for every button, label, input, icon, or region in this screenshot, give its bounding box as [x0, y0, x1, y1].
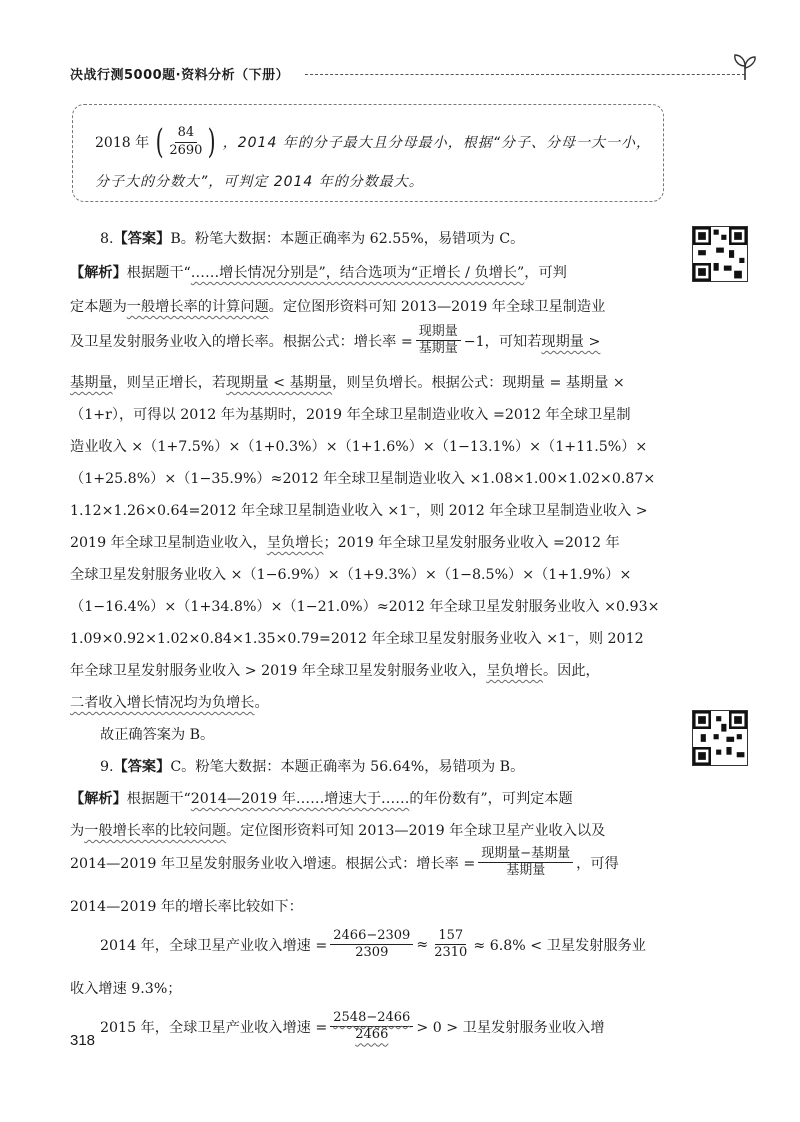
- qr-code-icon: [692, 226, 748, 282]
- q8-analysis-line: 全球卫星发射服务业收入 ×（1−6.9%）×（1+9.3%）×（1−8.5%）×（1+1.9%）×: [70, 567, 632, 583]
- note-suffix: ，2014 年的分子最大且分母最小，根据“分子、分母一大一小，: [222, 135, 652, 151]
- text-span: 根据题干“: [126, 791, 191, 807]
- page-header: [70, 60, 760, 88]
- q8-analysis-line: [70, 660, 600, 680]
- text-span: 2466−2309: [330, 928, 413, 945]
- q9-analysis-line: [70, 820, 605, 840]
- text-span: 为: [70, 823, 85, 839]
- text-span: ，可判: [524, 265, 567, 281]
- text-span: 2548−2466: [330, 1010, 413, 1027]
- q9-year-2015: [100, 1010, 605, 1044]
- text-span: 2466: [355, 1027, 389, 1043]
- text-span: > 0 > 卫星发射服务业收入增: [416, 1019, 605, 1036]
- q8-formula-line: [70, 324, 600, 358]
- book-title: 决战行测5000题·资料分析（下册）: [70, 68, 290, 83]
- text-span: 基期量: [506, 863, 546, 879]
- q8-analysis-line: [70, 372, 625, 392]
- text-span: 呈负增长: [486, 663, 543, 679]
- note-line-1: [95, 122, 652, 162]
- answer-tag: 【答案】: [113, 759, 171, 775]
- text-span: 2014 年，全球卫星产业收入增速 =: [100, 937, 328, 954]
- text-span: 。定位图形资料可知 2013—2019 年全球卫星制造业: [268, 299, 606, 315]
- text-span: 基期量: [418, 341, 458, 357]
- q9-year-2014: [100, 928, 646, 962]
- text-span: ……增长情况分别是”，结合选项为“正增长 / 负增长”: [190, 265, 525, 281]
- q8-analysis-line: （1+r），可得以 2012 年为基期时，2019 年全球卫星制造业收入 =2012 年全球卫星制: [70, 407, 631, 423]
- text-span: 二者收入增长情况均为负增长: [70, 695, 255, 711]
- text-span: ；2019 年全球卫星发射服务业收入 =2012 年: [323, 535, 620, 551]
- q9-answer-text: C。粉笔大数据：本题正确率为 56.64%，易错项为 B。: [170, 759, 525, 775]
- q8-analysis-line: 1.12×1.26×0.64=2012 年全球卫星制造业收入 ×1⁻，则 2012 年全球卫星制造业收入 >: [70, 503, 648, 519]
- text-span: 2014—2019 年卫星发射服务业收入增速。根据公式：增长率 =: [70, 855, 476, 872]
- text-span: 定本题为: [70, 299, 127, 315]
- q8-analysis-line: （1−16.4%）×（1+34.8%）×（1−21.0%）≈2012 年全球卫星发射服务业收入 ×0.93×: [70, 599, 660, 615]
- note-prefix: 2018 年: [95, 135, 150, 151]
- growth-rate-fraction: [478, 846, 573, 880]
- text-span: 现期量: [416, 324, 461, 341]
- text-span: 2015 年，全球卫星产业收入增速 =: [100, 1019, 328, 1036]
- q8-answer-text: B。粉笔大数据：本题正确率为 62.55%，易错项为 C。: [170, 231, 525, 247]
- text-span: −1，可知若: [463, 333, 542, 350]
- q9-answer: [100, 756, 524, 776]
- text-span: ≈ 6.8% < 卫星发射服务业: [473, 937, 646, 954]
- fraction: [330, 928, 413, 962]
- fraction-numerator: 84: [175, 125, 198, 142]
- text-span: 一般增长率的比较问题: [84, 823, 227, 839]
- fraction: [330, 1010, 413, 1044]
- text-span: ，可得: [576, 855, 619, 872]
- q8-analysis-line: 造业收入 ×（1+7.5%）×（1+0.3%）×（1+1.6%）×（1−13.1%）×（1+11.5%）×: [70, 439, 648, 455]
- text-span: 2014—2019 年……增速大于……: [190, 791, 410, 807]
- text-span: 的年份数有”，可判定本题: [409, 791, 573, 807]
- text-span: 。定位图形资料可知 2013—2019 年全球卫星产业收入以及: [226, 823, 606, 839]
- text-span: 呈负增长: [266, 535, 324, 551]
- q8-analysis-line: [70, 296, 605, 316]
- text-span: 2310: [434, 945, 468, 961]
- header-rule: [305, 74, 745, 75]
- text-span: ≈: [416, 936, 429, 953]
- text-span: 现期量 >: [541, 333, 601, 350]
- text-span: 基期量: [70, 375, 113, 391]
- q8-conclusion: 故正确答案为 B。: [100, 727, 215, 743]
- text-span: 及卫星发射服务业收入的增长率。根据公式：增长率 =: [70, 333, 413, 350]
- text-span: 。因此，: [542, 663, 600, 679]
- text-span: 157: [435, 928, 466, 945]
- note-line-2: 分子大的分数大”，可判定 2014 年的分数最大。: [95, 174, 424, 190]
- q8-number: 8.: [100, 231, 114, 247]
- text-span: 现期量−基期量: [478, 846, 573, 863]
- q9-analysis-line: 2014—2019 年的增长率比较如下：: [70, 899, 303, 915]
- fraction-denominator: 2690: [169, 142, 203, 158]
- answer-tag: 【答案】: [113, 231, 171, 247]
- text-span: ，则呈负增长。根据公式：现期量 = 基期量 ×: [332, 375, 625, 391]
- text-span: 2019 年全球卫星制造业收入，: [70, 535, 267, 551]
- growth-rate-fraction: [416, 324, 461, 358]
- analysis-tag: 【解析】: [70, 791, 127, 807]
- q8-analysis-line: [70, 692, 269, 712]
- q9-number: 9.: [100, 759, 114, 775]
- q8-answer: [100, 228, 524, 248]
- q9-analysis-line: [70, 788, 573, 808]
- sprout-icon: [730, 52, 760, 82]
- text-span: 现期量 < 基期量: [226, 375, 333, 391]
- text-span: ，则呈正增长，若: [112, 375, 227, 391]
- q8-analysis-line: （1+25.8%）×（1−35.9%）≈2012 年全球卫星制造业收入 ×1.08×1.00×1.02×0.87×: [70, 471, 656, 487]
- q8-analysis-line: [70, 262, 567, 282]
- q9-formula-line: [70, 846, 619, 880]
- text-span: 。: [254, 695, 269, 711]
- text-span: 根据题干“: [126, 265, 191, 281]
- q8-analysis-line: 1.09×0.92×1.02×0.84×1.35×0.79=2012 年全球卫星发射服务业收入 ×1⁻，则 2012: [70, 631, 644, 647]
- text-span: 一般增长率的计算问题: [126, 299, 269, 315]
- handwritten-note-box: [72, 104, 664, 202]
- qr-code-icon: [692, 710, 748, 766]
- fraction: [431, 928, 470, 962]
- text-span: 年全球卫星发射服务业收入 > 2019 年全球卫星发射服务业收入，: [70, 663, 487, 679]
- note-fraction: ( $\frac{84}{2690}$ ): [155, 122, 217, 162]
- text-span: 2309: [355, 945, 389, 961]
- q8-analysis-line: [70, 532, 620, 552]
- page-number: 318: [70, 1032, 96, 1049]
- analysis-tag: 【解析】: [70, 265, 127, 281]
- q9-analysis-line: 收入增速 9.3%；: [70, 981, 182, 997]
